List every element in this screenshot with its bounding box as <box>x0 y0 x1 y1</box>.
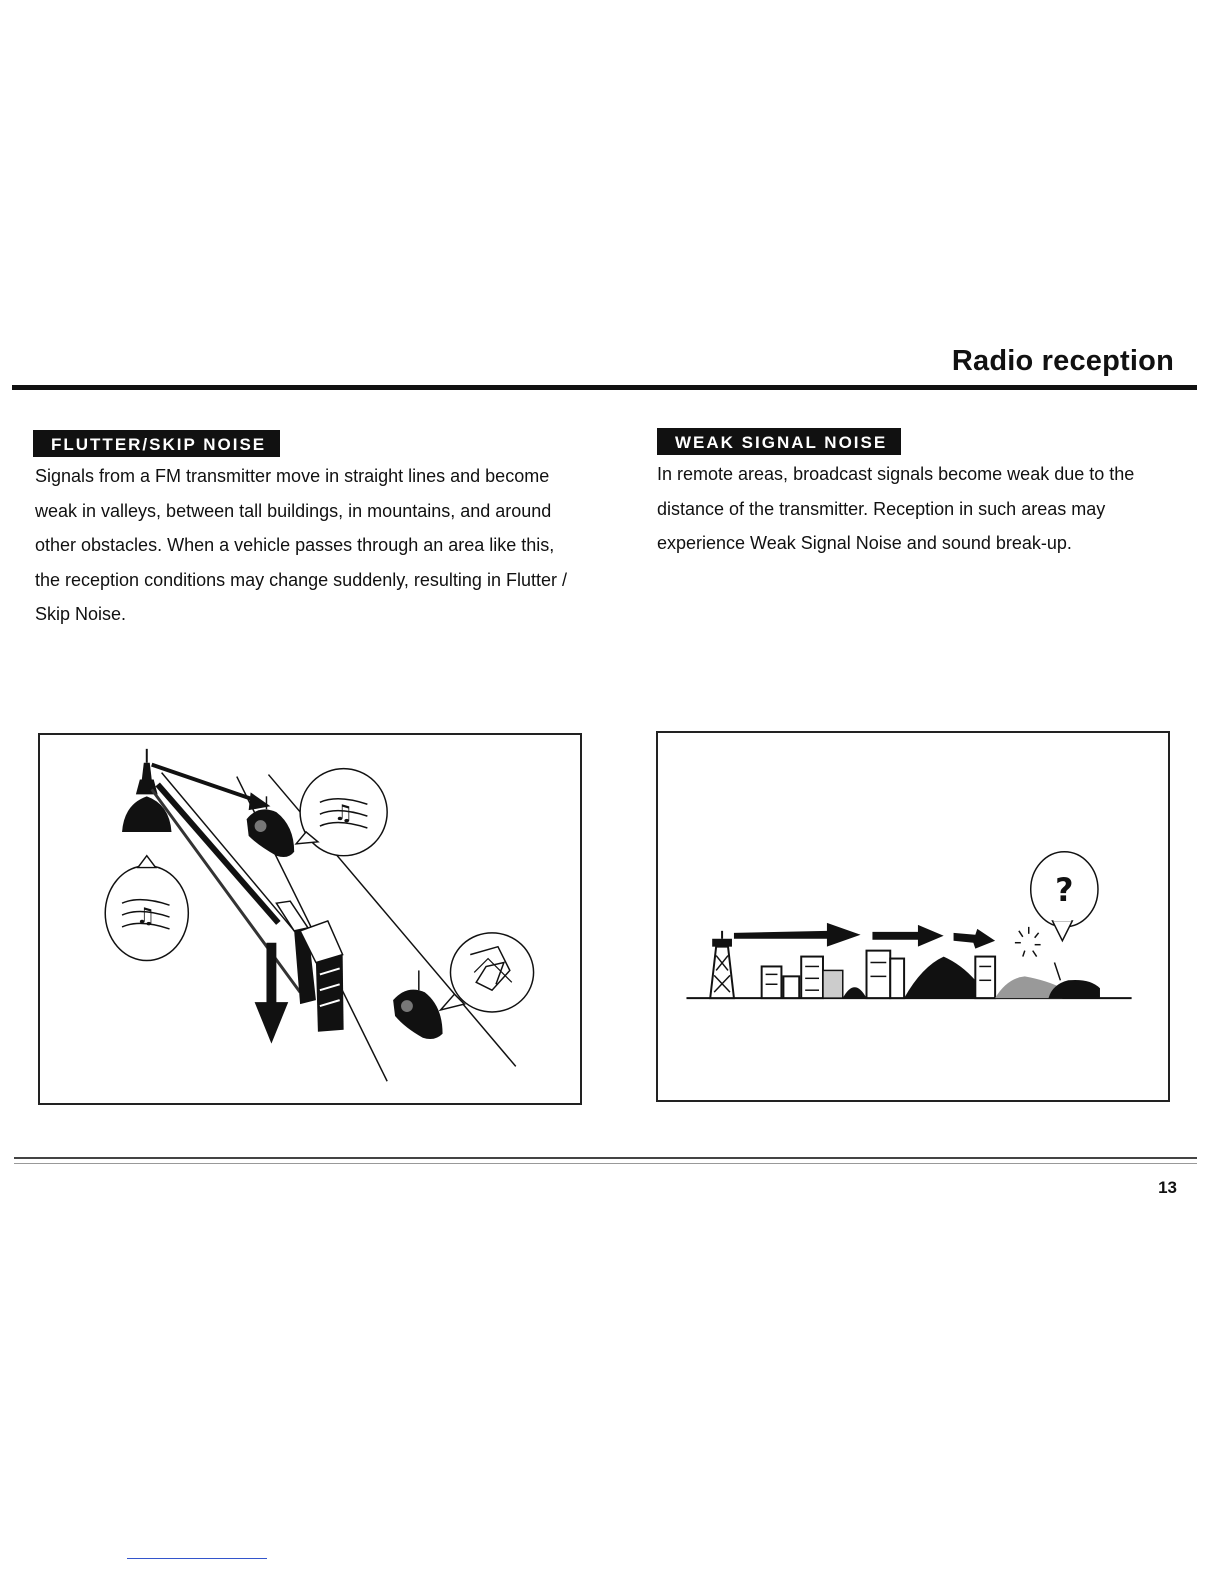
car-icon <box>1049 962 1100 998</box>
svg-text:♫: ♫ <box>333 801 354 827</box>
bottom-link-underline <box>127 1558 267 1559</box>
flutter-section-heading: FLUTTER/SKIP NOISE <box>33 430 280 457</box>
down-arrow-icon <box>255 943 289 1044</box>
footer-rule <box>14 1157 1197 1159</box>
music-bubble-icon <box>296 769 387 856</box>
page-number: 13 <box>1158 1178 1177 1197</box>
signal-arrow-icon <box>872 925 943 947</box>
transmitter-tower-icon <box>710 931 734 998</box>
weak-signal-illustration <box>656 731 1170 1102</box>
svg-text:♫: ♫ <box>135 903 156 929</box>
question-bubble-icon <box>1031 852 1098 941</box>
question-mark: ? <box>1055 873 1074 910</box>
car-icon <box>393 970 442 1039</box>
weak-body-text: In remote areas, broadcast signals become weak due to the distance of the transmitter. Reception in such areas may experience Weak Signal Noise and sound break-up. <box>657 464 1135 553</box>
weak-section-heading: WEAK SIGNAL NOISE <box>657 428 901 455</box>
page-title: Radio reception <box>951 345 1174 377</box>
music-bubble-icon <box>105 856 188 961</box>
signal-arrow-icon <box>734 923 861 947</box>
flutter-body-text: Signals from a FM transmitter move in straight lines and become weak in valleys, between tall buildings, in mountains, and around other obstacles. When a vehicle passes through an area like this, the reception conditions may change suddenly, resulting in Flutter / Skip Noise. <box>35 466 567 624</box>
signal-arrow-icon <box>954 929 996 949</box>
footer-rule-thin <box>14 1163 1197 1164</box>
header-rule <box>12 385 1197 390</box>
distorted-sound-bubble-icon <box>441 933 534 1012</box>
flutter-illustration <box>38 733 582 1105</box>
